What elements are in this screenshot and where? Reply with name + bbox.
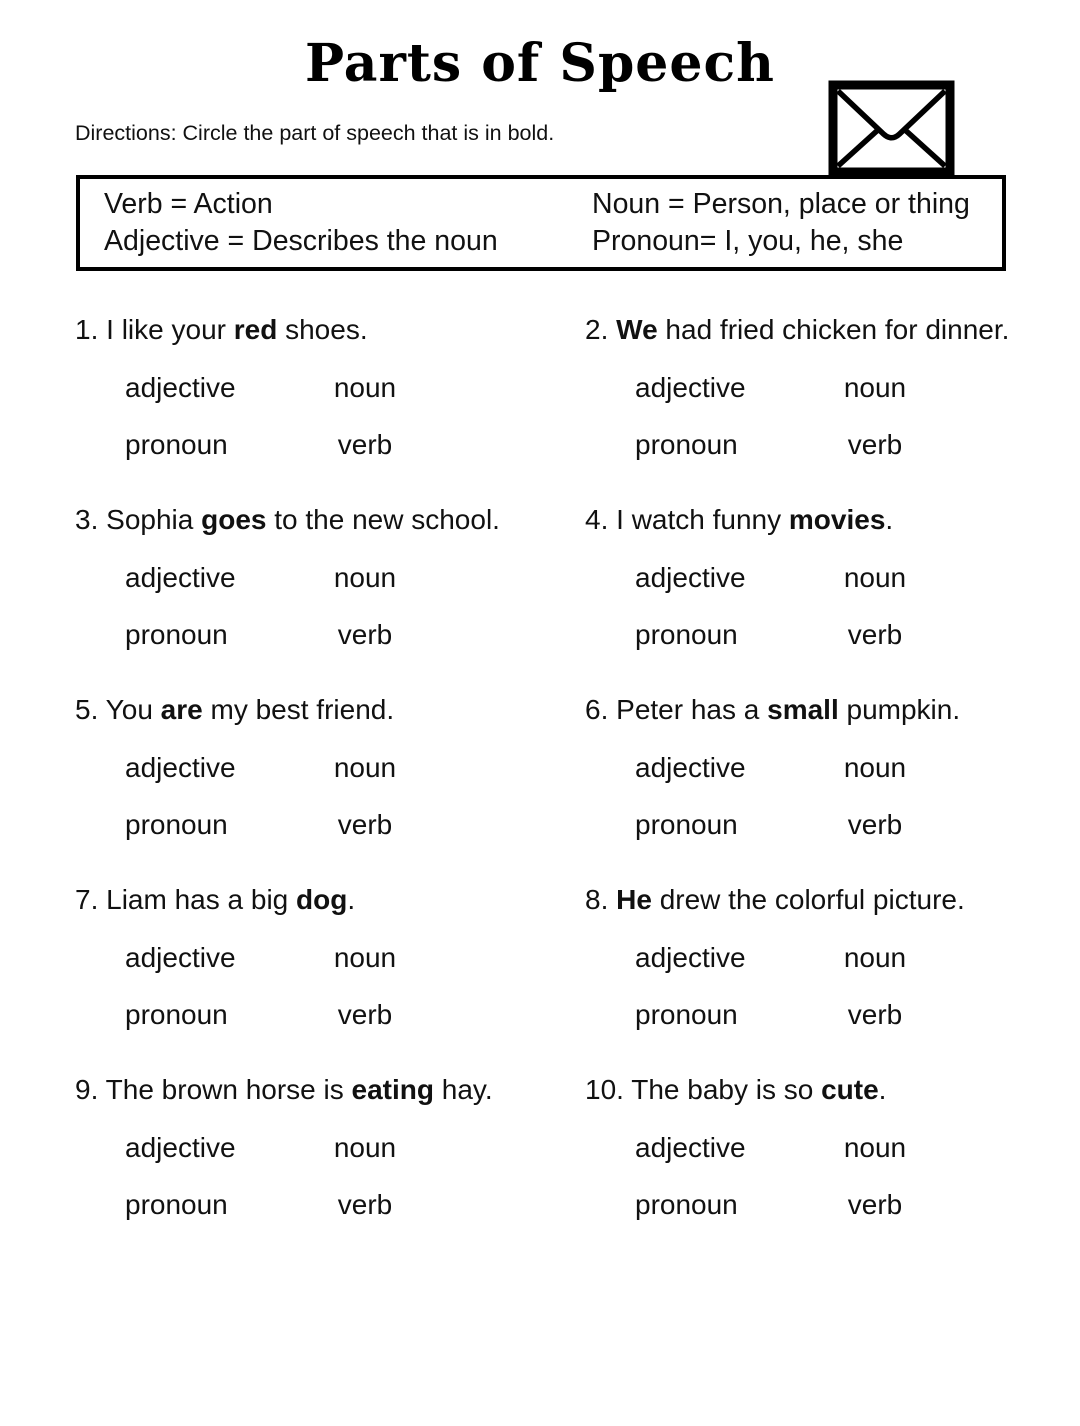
definition-noun: Noun = Person, place or thing	[592, 188, 970, 220]
option-verb[interactable]: verb	[847, 809, 903, 840]
sentence-prefix: Peter has a	[616, 694, 768, 725]
question-7	[75, 883, 585, 1032]
bold-word: red	[233, 314, 278, 345]
question-2	[585, 313, 1080, 462]
option-adjective[interactable]: adjective	[635, 372, 746, 403]
question-options	[635, 371, 1080, 462]
definition-pronoun: Pronoun= I, you, he, she	[592, 225, 904, 257]
question-6	[585, 693, 1080, 842]
definition-adjective: Adjective = Describes the noun	[104, 225, 498, 257]
option-pronoun[interactable]: pronoun	[635, 429, 738, 460]
question-options	[125, 561, 585, 652]
option-noun[interactable]: noun	[843, 562, 907, 593]
option-verb[interactable]: verb	[847, 999, 903, 1030]
question-sentence	[585, 503, 1080, 537]
sentence-prefix: The baby is so	[631, 1074, 822, 1105]
sentence-prefix: I watch funny	[616, 504, 789, 535]
option-pronoun[interactable]: pronoun	[635, 1189, 738, 1220]
sentence-prefix: Liam has a big	[106, 884, 297, 915]
option-adjective[interactable]: adjective	[125, 1132, 236, 1163]
option-verb[interactable]: verb	[847, 429, 903, 460]
option-noun[interactable]: noun	[843, 1132, 907, 1163]
option-adjective[interactable]: adjective	[635, 1132, 746, 1163]
option-pronoun[interactable]: pronoun	[635, 619, 738, 650]
directions-text: Directions: Circle the part of speech that is in bold.	[75, 121, 555, 145]
question-5	[75, 693, 585, 842]
sentence-suffix: my best friend.	[202, 694, 395, 725]
option-verb[interactable]: verb	[337, 429, 393, 460]
question-options	[125, 751, 585, 842]
envelope-icon	[828, 80, 955, 177]
option-noun[interactable]: noun	[843, 372, 907, 403]
option-noun[interactable]: noun	[333, 752, 397, 783]
option-pronoun[interactable]: pronoun	[125, 429, 228, 460]
option-verb[interactable]: verb	[337, 999, 393, 1030]
question-9	[75, 1073, 585, 1222]
sentence-suffix: hay.	[434, 1074, 493, 1105]
question-number: 9.	[75, 1074, 99, 1105]
option-verb[interactable]: verb	[847, 1189, 903, 1220]
question-sentence	[585, 313, 1080, 347]
option-pronoun[interactable]: pronoun	[125, 619, 228, 650]
definitions-right-column	[592, 186, 1002, 260]
questions-grid	[0, 313, 1080, 1222]
sentence-suffix: .	[347, 884, 356, 915]
sentence-suffix: had fried chicken for dinner.	[657, 314, 1010, 345]
definitions-box	[76, 175, 1006, 271]
option-adjective[interactable]: adjective	[635, 942, 746, 973]
option-verb[interactable]: verb	[847, 619, 903, 650]
option-noun[interactable]: noun	[843, 942, 907, 973]
sentence-suffix: to the new school.	[266, 504, 500, 535]
question-number: 10.	[585, 1074, 624, 1105]
question-options	[635, 561, 1080, 652]
bold-word: He	[616, 884, 652, 915]
option-adjective[interactable]: adjective	[125, 372, 236, 403]
question-options	[125, 371, 585, 462]
option-verb[interactable]: verb	[337, 809, 393, 840]
option-adjective[interactable]: adjective	[125, 942, 236, 973]
option-pronoun[interactable]: pronoun	[635, 809, 738, 840]
question-number: 7.	[75, 884, 99, 915]
sentence-prefix: Sophia	[106, 504, 202, 535]
question-sentence	[75, 883, 585, 917]
question-number: 4.	[585, 504, 609, 535]
question-sentence	[75, 693, 585, 727]
bold-word: We	[616, 314, 658, 345]
option-noun[interactable]: noun	[333, 372, 397, 403]
sentence-suffix: .	[885, 504, 894, 535]
question-10	[585, 1073, 1080, 1222]
bold-word: are	[160, 694, 203, 725]
option-noun[interactable]: noun	[843, 752, 907, 783]
option-adjective[interactable]: adjective	[635, 562, 746, 593]
question-8	[585, 883, 1080, 1032]
question-number: 8.	[585, 884, 609, 915]
question-number: 2.	[585, 314, 609, 345]
bold-word: movies	[788, 504, 886, 535]
question-number: 1.	[75, 314, 99, 345]
bold-word: goes	[201, 504, 267, 535]
question-sentence	[585, 883, 1080, 917]
sentence-suffix: drew the colorful picture.	[651, 884, 965, 915]
definition-verb: Verb = Action	[104, 188, 273, 220]
option-noun[interactable]: noun	[333, 562, 397, 593]
question-sentence	[75, 503, 585, 537]
bold-word: cute	[821, 1074, 879, 1105]
question-number: 6.	[585, 694, 609, 725]
option-pronoun[interactable]: pronoun	[125, 809, 228, 840]
sentence-prefix: I like your	[106, 314, 234, 345]
option-verb[interactable]: verb	[337, 1189, 393, 1220]
sentence-suffix: .	[878, 1074, 887, 1105]
option-verb[interactable]: verb	[337, 619, 393, 650]
question-number: 3.	[75, 504, 99, 535]
question-options	[125, 941, 585, 1032]
bold-word: small	[767, 694, 839, 725]
question-options	[635, 751, 1080, 842]
question-options	[125, 1131, 585, 1222]
option-adjective[interactable]: adjective	[125, 562, 236, 593]
question-3	[75, 503, 585, 652]
question-sentence	[75, 313, 585, 347]
sentence-prefix: The brown horse is	[105, 1074, 352, 1105]
envelope-icon-svg	[828, 80, 955, 177]
question-sentence	[75, 1073, 585, 1107]
option-pronoun[interactable]: pronoun	[125, 1189, 228, 1220]
sentence-suffix: pumpkin.	[838, 694, 961, 725]
sentence-suffix: shoes.	[277, 314, 368, 345]
definitions-left-column	[104, 186, 592, 260]
option-noun[interactable]: noun	[333, 1132, 397, 1163]
question-1	[75, 313, 585, 462]
page-title: Parts of Speech	[305, 33, 775, 94]
question-4	[585, 503, 1080, 652]
question-sentence	[585, 1073, 1080, 1107]
question-number: 5.	[75, 694, 99, 725]
option-pronoun[interactable]: pronoun	[125, 999, 228, 1030]
option-pronoun[interactable]: pronoun	[635, 999, 738, 1030]
question-options	[635, 1131, 1080, 1222]
question-options	[635, 941, 1080, 1032]
worksheet-page	[0, 28, 1080, 1222]
option-noun[interactable]: noun	[333, 942, 397, 973]
option-adjective[interactable]: adjective	[125, 752, 236, 783]
question-sentence	[585, 693, 1080, 727]
sentence-prefix: You	[105, 694, 161, 725]
option-adjective[interactable]: adjective	[635, 752, 746, 783]
bold-word: dog	[296, 884, 348, 915]
bold-word: eating	[351, 1074, 434, 1105]
